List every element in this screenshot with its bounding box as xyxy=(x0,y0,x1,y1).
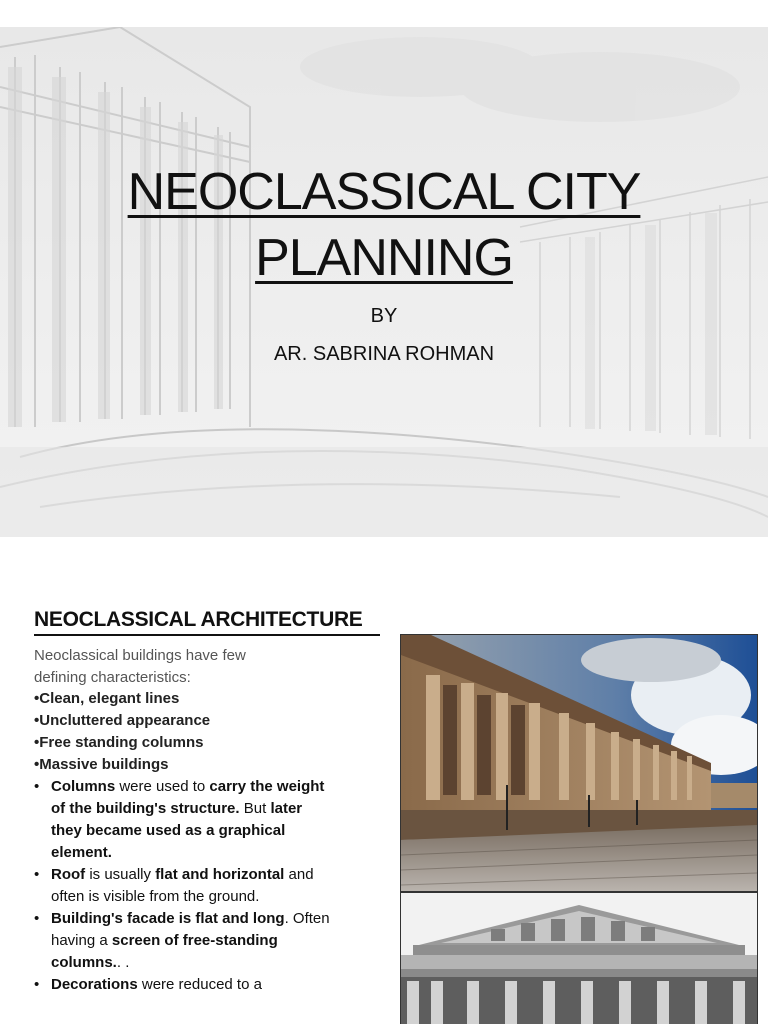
bullet-bold-text: Building's facade is flat and long xyxy=(51,910,285,927)
title-line-1: NEOCLASSICAL CITY xyxy=(127,163,641,221)
bullet-text: were reduced to a xyxy=(137,976,262,993)
title-slide xyxy=(0,27,768,537)
bullet-item xyxy=(34,974,334,996)
author-name: AR. SABRINA ROHMAN xyxy=(273,343,495,365)
colonnade-building-photo xyxy=(400,634,758,892)
bullet-text: were used to xyxy=(115,778,210,795)
bullet-item xyxy=(34,864,334,908)
bullet-glyph: • xyxy=(34,866,40,883)
content-slide xyxy=(0,590,768,1024)
bullet-glyph: • xyxy=(34,976,40,993)
bullet-bold-text: Decorations xyxy=(51,976,138,993)
bullet-glyph: • xyxy=(34,910,40,927)
bullet-text: . . xyxy=(116,954,130,971)
slide-heading: NEOCLASSICAL ARCHITECTURE xyxy=(34,608,363,631)
characteristic-item: •Free standing columns xyxy=(34,734,204,751)
bullet-list xyxy=(34,776,334,996)
bullet-item xyxy=(34,908,334,974)
bullet-text: But xyxy=(239,800,271,817)
heading-underline xyxy=(34,634,380,636)
title-line-2: PLANNING xyxy=(255,229,513,287)
bullet-text: is usually xyxy=(85,866,156,883)
by-label: BY xyxy=(370,305,398,327)
bullet-bold-text: Roof xyxy=(51,866,86,883)
bullet-bold-text: later they became used as a graphical element. xyxy=(51,800,303,861)
intro-text: Neoclassical buildings have few defining characteristics: xyxy=(34,647,246,686)
slide-title xyxy=(0,159,768,291)
bullet-text: and often is visible from the ground. xyxy=(51,866,314,905)
bullet-glyph: • xyxy=(34,778,40,795)
bullet-text: . Often having a xyxy=(51,910,330,949)
bullet-bold-text: Columns xyxy=(51,778,116,795)
characteristic-item: •Massive buildings xyxy=(34,756,169,773)
bullet-bold-text: flat and horizontal xyxy=(155,866,285,883)
characteristic-item: •Clean, elegant lines xyxy=(34,690,180,707)
characteristic-item: •Uncluttered appearance xyxy=(34,712,211,729)
bullet-bold-text: screen of free-standing columns. xyxy=(51,932,278,971)
bullet-bold-text: carry the weight of the building's structure. xyxy=(51,778,325,817)
characteristics-list xyxy=(34,688,364,776)
pediment-building-photo xyxy=(400,892,758,1024)
bullet-item xyxy=(34,776,334,864)
